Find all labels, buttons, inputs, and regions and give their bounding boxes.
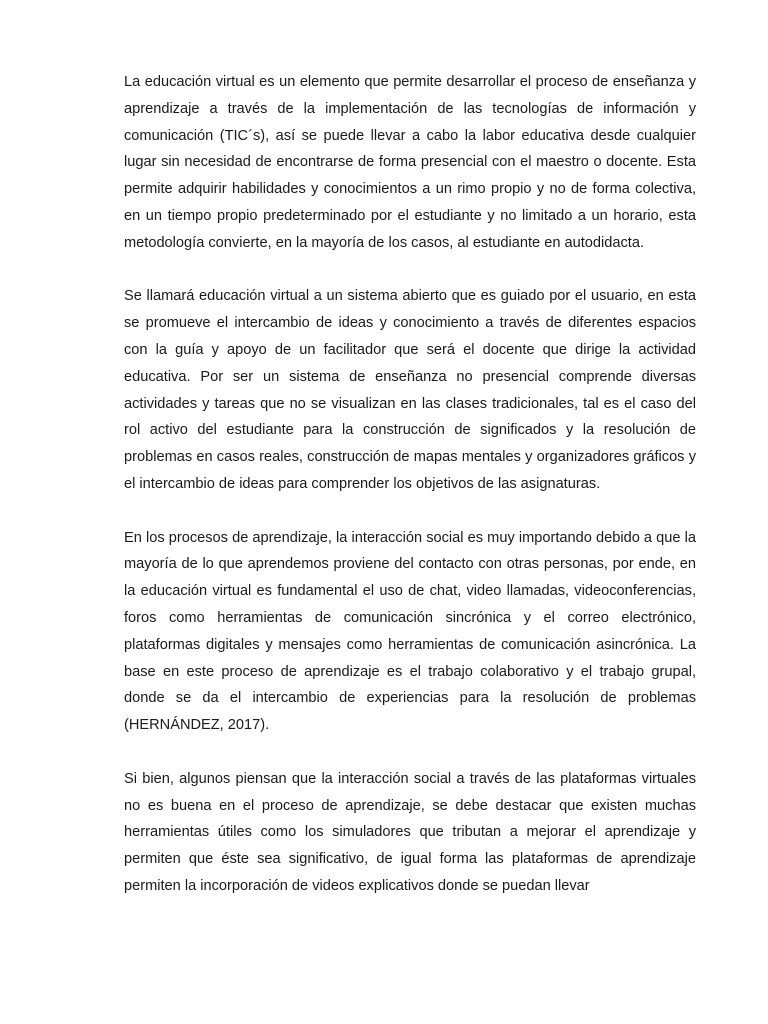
paragraph-3: En los procesos de aprendizaje, la interacción social es muy importando debido a que la mayoría de lo que aprendemos proviene del contacto con otras personas, por ende, en la educación virtual es fundamental el uso de chat, video llamadas, videoconferencias, foros como herramientas de comunicación sincrónica y el correo electrónico, plataformas digitales y mensajes como herramientas de comunicación asincrónica. La base en este proceso de aprendizaje es el trabajo colaborativo y el trabajo grupal, donde se da el intercambio de experiencias para la resolución de problemas (HERNÁNDEZ, 2017). — [124, 529, 696, 734]
paragraph-2: Se llamará educación virtual a un sistema abierto que es guiado por el usuario, en esta se promueve el intercambio de ideas y conocimiento a través de diferentes espacios con la guía y apoyo de un facilitador que será el docente que dirige la actividad educativa. Por ser un sistema de enseñanza no presencial comprende diversas actividades y tareas que no se visualizan en las clases tradicionales, tal es el caso del rol activo del estudiante para la construcción de significados y la resolución de problemas en casos reales, construcción de mapas mentales y organizadores gráficos y el intercambio de ideas para comprender los objetivos de las asignaturas. — [124, 288, 696, 492]
document-body — [124, 69, 696, 927]
paragraph-4: Si bien, algunos piensan que la interacción social a través de las plataformas virtuales no es buena en el proceso de aprendizaje, se debe destacar que existen muchas herramientas útiles como los simuladores que tributan a mejorar el aprendizaje y permiten que éste sea significativo, de igual forma las plataformas de aprendizaje permiten la incorporación de videos explicativos donde se puedan llevar — [124, 770, 696, 894]
paragraph-1: La educación virtual es un elemento que permite desarrollar el proceso de enseñanza y aprendizaje a través de la implementación de las tecnologías de información y comunicación (TIC´s), así se puede llevar a cabo la labor educativa desde cualquier lugar sin necesidad de encontrarse de forma presencial con el maestro o docente. Esta permite adquirir habilidades y conocimientos a un rimo propio y no de forma colectiva, en un tiempo propio predeterminado por el estudiante y no limitado a un horario, esta metodología convierte, en la mayoría de los casos, al estudiante en autodidacta. — [124, 74, 696, 251]
